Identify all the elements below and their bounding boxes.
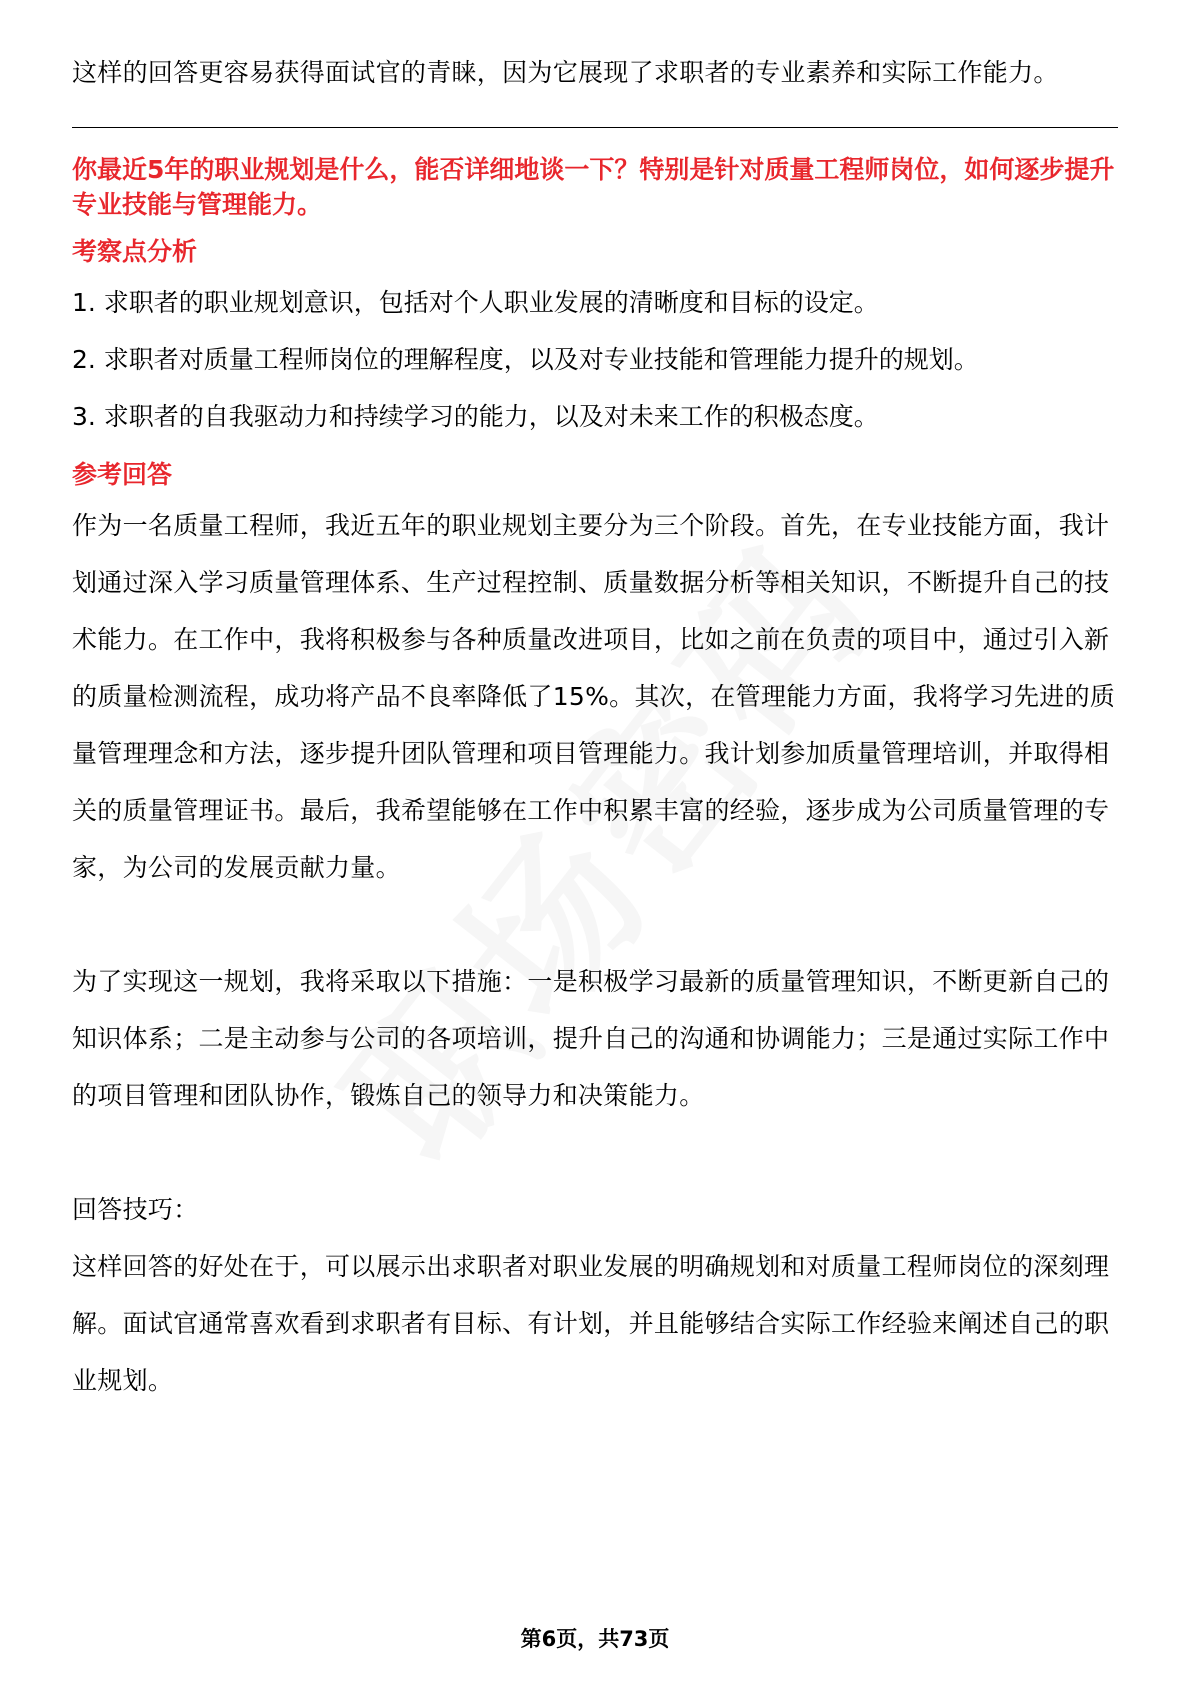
section-divider bbox=[72, 127, 1118, 128]
page-number: 第6页，共73页 bbox=[520, 1627, 670, 1651]
document-page bbox=[72, 44, 1118, 1409]
tips-paragraph: 这样回答的好处在于，可以展示出求职者对职业发展的明确规划和对质量工程师岗位的深刻理解。面试官通常喜欢看到求职者有目标、有计划，并且能够结合实际工作经验来阐述自己的职业规划。 bbox=[72, 1252, 1110, 1395]
analysis-item-1: 1. 求职者的职业规划意识，包括对个人职业发展的清晰度和目标的设定。 bbox=[72, 288, 879, 317]
paragraph-gap bbox=[72, 896, 1118, 953]
analysis-heading: 考察点分析 bbox=[72, 237, 198, 266]
reference-paragraph-2: 为了实现这一规划，我将采取以下措施：一是积极学习最新的质量管理知识，不断更新自己的知识体系；二是主动参与公司的各项培训，提升自己的沟通和协调能力；三是通过实际工作中的项目管理和团队协作，锻炼自己的领导力和决策能力。 bbox=[72, 967, 1110, 1110]
reference-heading: 参考回答 bbox=[72, 460, 173, 489]
analysis-item-3: 3. 求职者的自我驱动力和持续学习的能力，以及对未来工作的积极态度。 bbox=[72, 402, 879, 431]
tips-heading: 回答技巧： bbox=[72, 1195, 199, 1224]
interview-question: 你最近5年的职业规划是什么，能否详细地谈一下？特别是针对质量工程师岗位，如何逐步提升专业技能与管理能力。 bbox=[72, 155, 1115, 219]
paragraph-gap bbox=[72, 1124, 1118, 1181]
reference-paragraph-1: 作为一名质量工程师，我近五年的职业规划主要分为三个阶段。首先，在专业技能方面，我计划通过深入学习质量管理体系、生产过程控制、质量数据分析等相关知识，不断提升自己的技术能力。在工作中，我将积极参与各种质量改进项目，比如之前在负责的项目中，通过引入新的质量检测流程，成功将产品不良率降低了15%。其次，在管理能力方面，我将学习先进的质量管理理念和方法，逐步提升团队管理和项目管理能力。我计划参加质量管理培训，并取得相关的质量管理证书。最后，我希望能够在工作中积累丰富的经验，逐步成为公司质量管理的专家，为公司的发展贡献力量。 bbox=[72, 511, 1116, 882]
analysis-item-2: 2. 求职者对质量工程师岗位的理解程度，以及对专业技能和管理能力提升的规划。 bbox=[72, 345, 979, 374]
intro-paragraph: 这样的回答更容易获得面试官的青睐，因为它展现了求职者的专业素养和实际工作能力。 bbox=[72, 58, 1059, 87]
